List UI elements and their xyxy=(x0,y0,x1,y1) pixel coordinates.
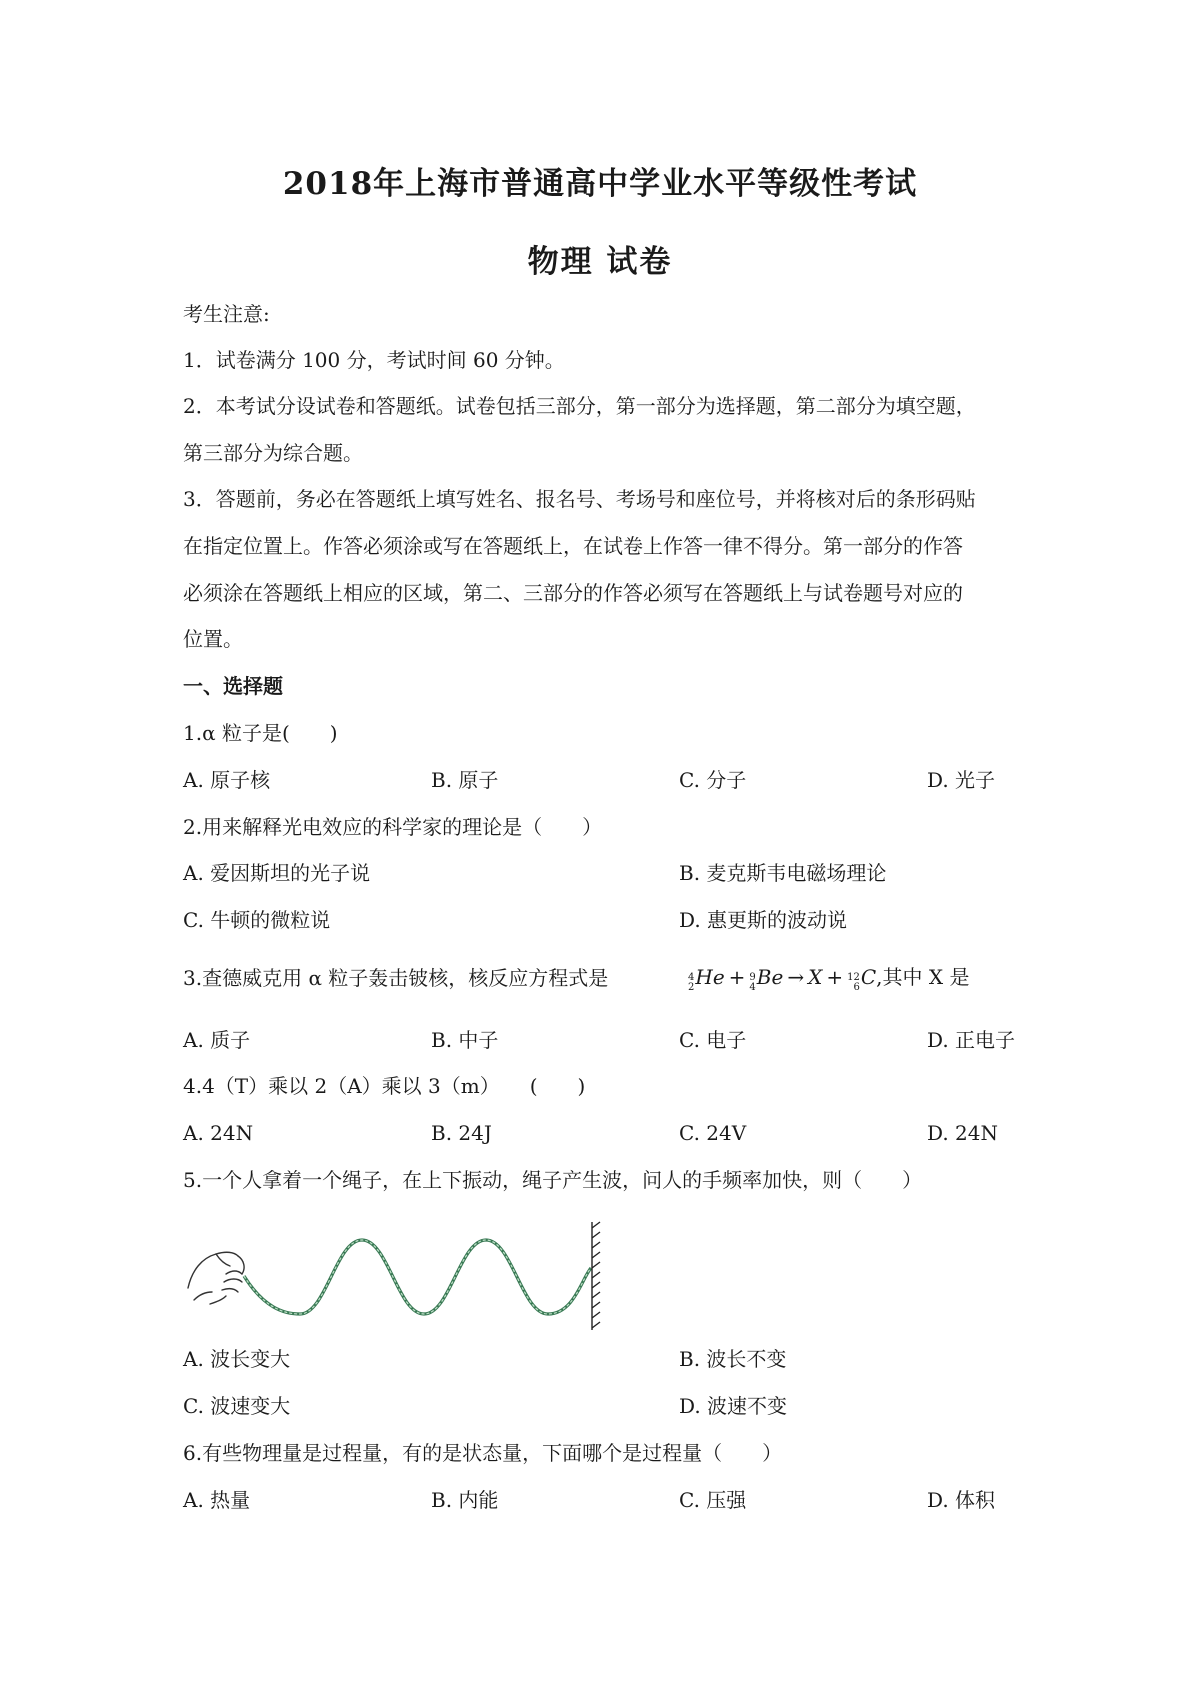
hand-icon xyxy=(188,1252,244,1304)
exam-title: 2018年上海市普通高中学业水平等级性考试 xyxy=(282,166,918,202)
option-a: A. 质子 xyxy=(183,1028,251,1052)
option-d: D. 惠更斯的波动说 xyxy=(679,908,848,932)
option-b: B. 原子 xyxy=(431,768,499,792)
option-a: A. 热量 xyxy=(183,1488,251,1512)
option-a: A. 波长变大 xyxy=(183,1347,291,1371)
option-b: B. 内能 xyxy=(431,1488,499,1512)
option-c: C. 波速变大 xyxy=(183,1394,291,1418)
question-stem-6: 6.有些物理量是过程量，有的是状态量，下面哪个是过程量（ ） xyxy=(183,1441,783,1465)
option-c: C. 电子 xyxy=(679,1028,747,1052)
notice-item: 3．答题前，务必在答题纸上填写姓名、报名号、考场号和座位号，并将核对后的条形码贴 xyxy=(183,487,976,511)
notice-item: 2．本考试分设试卷和答题纸。试卷包括三部分，第一部分为选择题，第二部分为填空题， xyxy=(183,394,976,418)
be-symbol: Be xyxy=(756,965,784,989)
option-b: B. 麦克斯韦电磁场理论 xyxy=(679,861,887,885)
option-d: D. 体积 xyxy=(927,1488,996,1512)
isotope-c-numbers xyxy=(847,973,860,993)
option-b: B. 波长不变 xyxy=(679,1347,787,1371)
option-b: B. 24J xyxy=(431,1121,492,1145)
rope-wave xyxy=(244,1240,591,1314)
option-d: D. 24N xyxy=(927,1121,998,1145)
notice-item: 在指定位置上。作答必须涂或写在答题纸上，在试卷上作答一律不得分。第一部分的作答 xyxy=(183,534,963,558)
c-mass-number: 12 xyxy=(847,972,860,983)
nuclear-equation xyxy=(688,964,969,993)
question-stem-5: 5.一个人拿着一个绳子，在上下振动，绳子产生波，问人的手频率加快，则（ ） xyxy=(183,1168,923,1192)
notice-item: 位置。 xyxy=(183,627,243,651)
c-symbol: C xyxy=(860,965,877,989)
he-symbol: He xyxy=(695,965,725,989)
option-d: D. 光子 xyxy=(927,768,996,792)
notice-heading: 考生注意: xyxy=(183,302,270,326)
be-mass-number: 9 xyxy=(749,972,756,983)
option-c: C. 压强 xyxy=(679,1488,747,1512)
exam-subtitle: 物理 试卷 xyxy=(527,244,673,280)
option-c: C. 分子 xyxy=(679,768,747,792)
option-a: A. 原子核 xyxy=(183,768,271,792)
wall-icon xyxy=(592,1222,600,1330)
be-charge-number: 4 xyxy=(749,982,756,993)
option-b: B. 中子 xyxy=(431,1028,499,1052)
plus-sign: + xyxy=(826,965,844,989)
reaction-arrow: → xyxy=(787,965,805,989)
x-symbol: X xyxy=(808,965,823,989)
section-heading: 一、选择题 xyxy=(183,674,283,698)
question-stem-1: 1.α 粒子是( ) xyxy=(183,721,338,745)
option-a: A. 24N xyxy=(183,1121,254,1145)
notice-item: 第三部分为综合题。 xyxy=(183,441,363,465)
question-stem-4: 4.4（T）乘以 2（A）乘以 3（m） ( ) xyxy=(183,1074,586,1098)
plus-sign: + xyxy=(728,965,746,989)
option-c: C. 牛顿的微粒说 xyxy=(183,908,331,932)
option-a: A. 爱因斯坦的光子说 xyxy=(183,861,371,885)
option-d: D. 正电子 xyxy=(927,1028,1016,1052)
question-stem-2: 2.用来解释光电效应的科学家的理论是（ ） xyxy=(183,815,603,839)
rope-wave-figure xyxy=(186,1218,626,1338)
question-stem-3: 3.查德威克用 α 粒子轰击铍核，核反应方程式是 xyxy=(183,966,609,990)
notice-item: 1．试卷满分 100 分，考试时间 60 分钟。 xyxy=(183,348,565,372)
he-mass-number: 4 xyxy=(688,972,695,983)
c-charge-number: 6 xyxy=(853,982,860,993)
he-charge-number: 2 xyxy=(688,982,695,993)
notice-item: 必须涂在答题纸上相应的区域，第二、三部分的作答必须写在答题纸上与试卷题号对应的 xyxy=(183,581,963,605)
isotope-he-numbers xyxy=(688,973,694,993)
isotope-be-numbers xyxy=(749,973,755,993)
option-d: D. 波速不变 xyxy=(679,1394,788,1418)
equation-tail: ,其中 X 是 xyxy=(876,965,970,989)
option-c: C. 24V xyxy=(679,1121,747,1145)
